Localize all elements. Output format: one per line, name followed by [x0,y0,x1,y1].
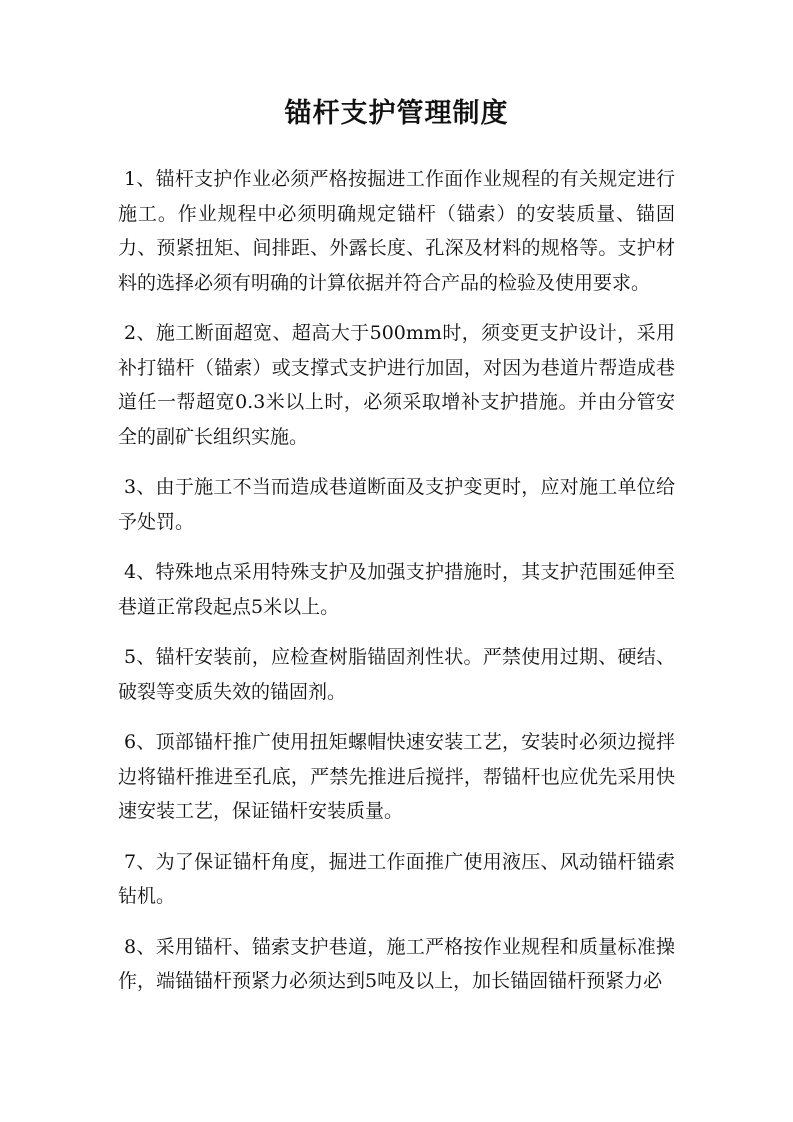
paragraph-4: 4、特殊地点采用特殊支护及加强支护措施时，其支护范围延伸至巷道正常段起点5米以上。 [118,561,675,618]
paragraph-6: 6、顶部锚杆推广使用扭矩螺帽快速安装工艺，安装时必须边搅拌边将锚杆推进至孔底，严禁先推进后搅拌，帮锚杆也应优先采用快速安装工艺，保证锚杆安装质量。 [118,731,675,822]
paragraph-3: 3、由于施工不当而造成巷道断面及支护变更时，应对施工单位给予处罚。 [118,476,675,533]
paragraph-5: 5、锚杆安装前，应检查树脂锚固剂性状。严禁使用过期、硬结、破裂等变质失效的锚固剂。 [118,646,675,703]
paragraph-2: 2、施工断面超宽、超高大于500mm时，须变更支护设计，采用补打锚杆（锚索）或支撑式支护进行加固，对因为巷道片帮造成巷道任一帮超宽0.3米以上时，必须采取增补支护措施。并由分管安全的副矿长组织实施。 [118,322,675,448]
paragraph-8: 8、采用锚杆、锚索支护巷道，施工严格按作业规程和质量标准操作，端锚锚杆预紧力必须达到5吨及以上，加长锚固锚杆预紧力必 [118,935,675,992]
document-title: 锚杆支护管理制度 [284,98,509,129]
paragraph-1: 1、锚杆支护作业必须严格按掘进工作面作业规程的有关规定进行施工。作业规程中必须明确规定锚杆（锚索）的安装质量、锚固力、预紧扭矩、间排距、外露长度、孔深及材料的规格等。支护材料的选择必须有明确的计算依据并符合产品的检验及使用要求。 [118,168,675,294]
paragraph-7: 7、为了保证锚杆角度，掘进工作面推广使用液压、风动锚杆锚索钻机。 [118,850,675,907]
